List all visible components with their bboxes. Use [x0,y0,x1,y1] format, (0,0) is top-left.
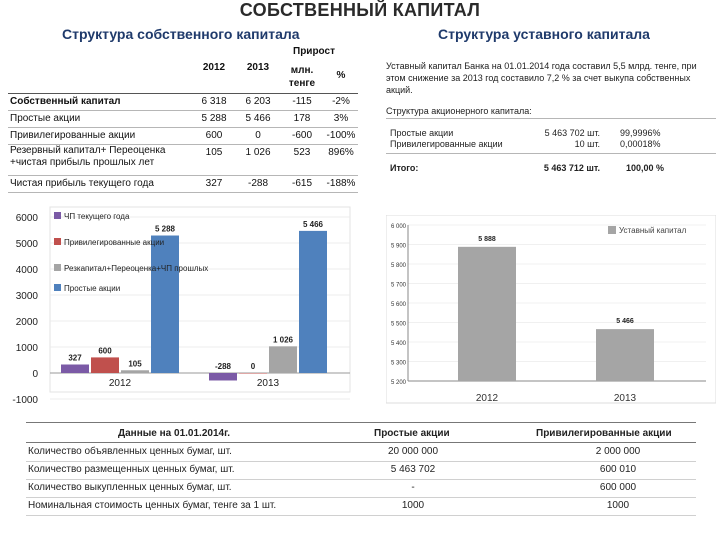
legend-label: Уставный капитал [619,226,687,235]
securities-row-label: Количество выкупленных ценных бумаг, шт. [28,482,232,493]
legend-swatch [54,238,61,245]
bar-value-label: 0 [250,362,256,371]
equity-row-growth-pct: -100% [326,130,356,141]
page-title: СОБСТВЕННЫЙ КАПИТАЛ [239,0,481,20]
legend-label: Простые акции [64,284,121,293]
bar-value-label: 5 466 [302,219,324,229]
common-shares-pct: 99,9996% [620,128,661,138]
header-growth: Прирост [293,46,335,57]
equity-row-2012: 600 [205,130,223,141]
securities-row-preferred: 2 000 000 [595,446,641,457]
equity-row-2012: 327 [205,178,223,189]
chart-frame [386,215,716,403]
table-header-rule [8,93,358,94]
equity-row-growth-pct: 896% [328,147,354,158]
y-tick-label: 4000 [15,265,38,276]
bar-Простые акции [151,236,179,373]
x-tick-label: 2013 [256,378,280,389]
y-tick-label: 5 900 [390,243,406,250]
equity-row-growth-pct: 3% [333,113,349,124]
equity-row-2013: 1 026 [245,147,271,158]
y-tick-label: 5000 [15,239,38,250]
equity-structure-chart [0,205,360,410]
bar-charter-capital [458,247,516,381]
securities-header-preferred: Привилегированные акции [536,428,672,439]
legend-swatch [54,284,61,291]
equity-row-label: Простые акции [10,113,81,124]
equity-structure-subtitle: Структура собственного капитала [62,26,300,42]
equity-row-rule [8,110,358,111]
bar-value-label: 5 288 [154,224,176,234]
y-tick-label: 0 [32,369,38,380]
charter-capital-subtitle: Структура уставного капитала [438,26,650,42]
header-pct: % [336,70,346,81]
securities-row-rule [26,461,696,462]
securities-row-preferred: 1000 [606,500,630,511]
y-tick-label: 2000 [15,317,38,328]
share-total-label: Итого: [390,163,419,173]
y-tick-label: 6000 [15,213,38,224]
bar-charter-capital [596,329,654,381]
bar-value-label: 327 [68,353,82,363]
bar-Привилегированные акции [239,373,267,374]
equity-row-growth-mln: 523 [293,147,311,158]
securities-top-rule [26,422,696,423]
y-tick-label: 5 500 [390,321,406,328]
equity-row-2013: 5 466 [245,113,271,124]
y-tick-label: 5 600 [390,302,406,308]
bar-Резкапитал+Переоценка+ЧП прошлых [269,346,297,373]
y-tick-label: -1000 [12,395,38,406]
equity-row-2013: 0 [255,130,261,141]
securities-row-common: 1000 [401,500,425,511]
equity-row-label: Чистая прибыль текущего года [10,178,154,189]
equity-row-2012: 105 [205,147,223,158]
equity-row-2012: 6 318 [201,96,227,107]
share-total-pct: 100,00 % [626,163,665,173]
bar-value-label: 1 026 [272,335,294,345]
y-tick-label: 5 800 [390,263,406,269]
bar-value-label: -288 [214,362,232,371]
equity-row-2013: -288 [247,178,268,189]
bar-Привилегированные акции [91,357,119,373]
equity-row-label: Привилегированные акции [10,130,136,141]
securities-row-rule [26,479,696,480]
bar-value-label: 105 [128,359,142,369]
header-mln-tenge: млн. тенге [288,65,316,89]
securities-row-rule [26,497,696,498]
equity-row-rule [8,175,358,176]
common-shares-qty: 5 463 702 шт. [544,128,600,138]
equity-row-2013: 6 203 [245,96,271,107]
equity-row-growth-pct: -2% [332,96,350,107]
x-tick-label: 2012 [108,378,132,389]
securities-header-rule [26,442,696,443]
bar-value-label: 600 [98,346,112,356]
x-tick-label: 2012 [475,393,499,404]
securities-header-common: Простые акции [374,428,450,439]
equity-row-label: Резервный капитал+ Переоценка +чистая прибыль прошлых лет [10,145,166,168]
securities-row-common: 5 463 702 [390,464,436,475]
bar-Резкапитал+Переоценка+ЧП прошлых [121,370,149,373]
securities-row-label: Количество размещенных ценных бумаг, шт. [28,464,235,475]
y-tick-label: 5 400 [390,341,406,347]
equity-row-growth-mln: -615 [291,178,312,189]
securities-row-preferred: 600 010 [599,464,637,475]
securities-row-preferred: 600 000 [599,482,637,493]
share-structure-title: Структура акционерного капитала: [386,106,532,116]
legend-swatch [608,226,616,234]
equity-row-growth-mln: -115 [292,96,312,107]
legend-swatch [54,264,61,271]
equity-row-rule [8,127,358,128]
preferred-shares-pct: 0,00018% [620,139,661,149]
bar-ЧП текущего года [209,373,237,380]
equity-row-rule [8,192,358,193]
securities-header-label: Данные на 01.01.2014г. [118,428,231,439]
securities-row-common: - [411,482,415,493]
header-2013: 2013 [246,62,270,73]
header-2012: 2012 [202,62,226,73]
bar-ЧП текущего года [61,364,89,373]
equity-row-2012: 5 288 [201,113,227,124]
share-total-rule [386,153,716,154]
common-shares-label: Простые акции [390,128,454,138]
y-tick-label: 5 200 [390,380,406,386]
equity-row-label: Собственный капитал [10,96,121,107]
x-tick-label: 2013 [613,393,637,404]
securities-row-label: Количество объявленных ценных бумаг, шт. [28,446,232,457]
bar-value-label: 5 466 [616,318,634,326]
legend-swatch [54,212,61,219]
securities-row-common: 20 000 000 [387,446,439,457]
equity-row-growth-mln: -600 [291,130,312,141]
securities-row-rule [26,515,696,516]
equity-row-growth-pct: -188% [326,178,356,189]
y-tick-label: 3000 [15,291,38,302]
preferred-shares-qty: 10 шт. [574,139,600,149]
charter-capital-chart [386,215,716,410]
legend-label: Резкапитал+Переоценка+ЧП прошлых [64,264,209,273]
bar-Простые акции [299,231,327,373]
share-total-qty: 5 463 712 шт. [543,163,600,173]
legend-label: ЧП текущего года [64,212,130,221]
y-tick-label: 6 000 [390,224,406,230]
preferred-shares-label: Привилегированные акции [390,139,503,149]
equity-row-growth-mln: 178 [293,113,311,124]
bar-value-label: 5 888 [478,235,496,243]
y-tick-label: 1000 [15,343,38,354]
y-tick-label: 5 700 [390,282,406,289]
charter-capital-text: Уставный капитал Банка на 01.01.2014 года составил 5,5 млрд. тенге, при этом снижение за 2013 год составило 7,2 % за счет выкупа собственных акций. [386,61,697,95]
share-structure-rule [386,118,716,119]
legend-label: Привилегированные акции [64,238,165,247]
securities-row-label: Номинальная стоимость ценных бумаг, тенге за 1 шт. [28,500,277,511]
y-tick-label: 5 300 [390,360,406,367]
